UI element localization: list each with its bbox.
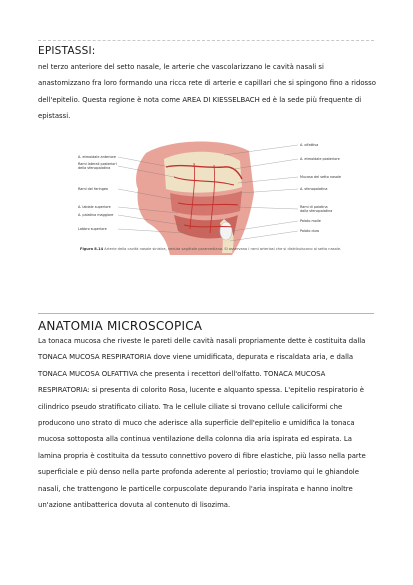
figure-label-left: A. palatina maggiore <box>78 213 114 217</box>
figure-label-left: della sfenopalatina <box>78 166 111 170</box>
figure-label-right: Palato duro <box>300 229 320 233</box>
paragraph-epistassi: nel terzo anteriore del setto nasale, le arterie che vascolarizzano le cavità nasali si anastomizzano fra loro formando una ricca rete di arterie e capillari che si spingono fino a ridosso dell'epitelio. Questa regione è nota come AREA DI KIESSELBACH ed è la sede più frequente di epistassi. <box>38 63 376 121</box>
figure-caption <box>80 247 350 251</box>
nasal-cavity-arteries-figure <box>74 133 344 261</box>
section-heading-epistassi: EPISTASSI: <box>38 45 96 57</box>
figure-caption-number: Figura 8.14 <box>80 247 104 251</box>
figure-label-right: Rami di palatina <box>300 205 328 209</box>
figure-label-left: Labbro superiore <box>78 227 107 231</box>
figure-label-right: Palato molle <box>300 219 321 223</box>
figure-label-left: Rami laterali posteriori <box>78 162 117 166</box>
figure-label-right: A. etmoidale posteriore <box>300 157 340 161</box>
top-divider <box>38 40 374 41</box>
figure-label-right: A. olfattiva <box>300 143 319 147</box>
section-divider <box>38 313 374 314</box>
anatomy-illustration <box>136 141 254 255</box>
figure-caption-text: Arterie della cavità nasale sinistra, veduta sagittale paramediana. Si osservano i rami arteriosi che si distribuiscono al setto nasale. <box>104 247 342 251</box>
figure-label-right: A. sfenopalatina <box>300 187 328 191</box>
figure-label-left: A. labiale superiore <box>78 205 111 209</box>
section-heading-anatomia-microscopica: ANATOMIA MICROSCOPICA <box>38 319 203 333</box>
figure-label-left: Rami del faringeo <box>78 187 109 191</box>
figure-label-right: Mucosa del setto nasale <box>300 175 341 179</box>
figure-label-left: A. etmoidale anteriore <box>78 155 116 159</box>
figure-label-right: dalla sfenopalatina <box>300 209 333 213</box>
paragraph-anatomia-microscopica: La tonaca mucosa che riveste le pareti delle cavità nasali propriamente dette è costituita dalla TONACA MUCOSA RESPIRATORIA dove viene umidificata, depurata e riscaldata aria, e dalla TONACA MUCOSA OLFATTIVA che presenta i recettori dell'olfatto. TONACA MUCOSA RESPIRATORIA: si presenta di colorito Rosa, lucente e alquanto spessa. L'epitelio respiratorio è cilindrico pseudo stratificato ciliato. Tra le cellule ciliate si trovano cellule caliciformi che producono uno strato di muco che aderisce alla superficie dell'epitelio e umidifica la tonaca mucosa sottoposta alla continua ventilazione della colonna dia aria ispirata ed espirata. La lamina propria è costituita da tessuto connettivo povero di fibre elastiche, più lasso nella parte superficiale e più denso nella parte profonda aderente al periostio; troviamo qui le ghiandole nasali, che trattengono le particelle corpuscolate depurando l'aria inspirata e hanno inoltre un'azione antibatterica dovuta al contenuto di lisozima. <box>38 337 366 510</box>
